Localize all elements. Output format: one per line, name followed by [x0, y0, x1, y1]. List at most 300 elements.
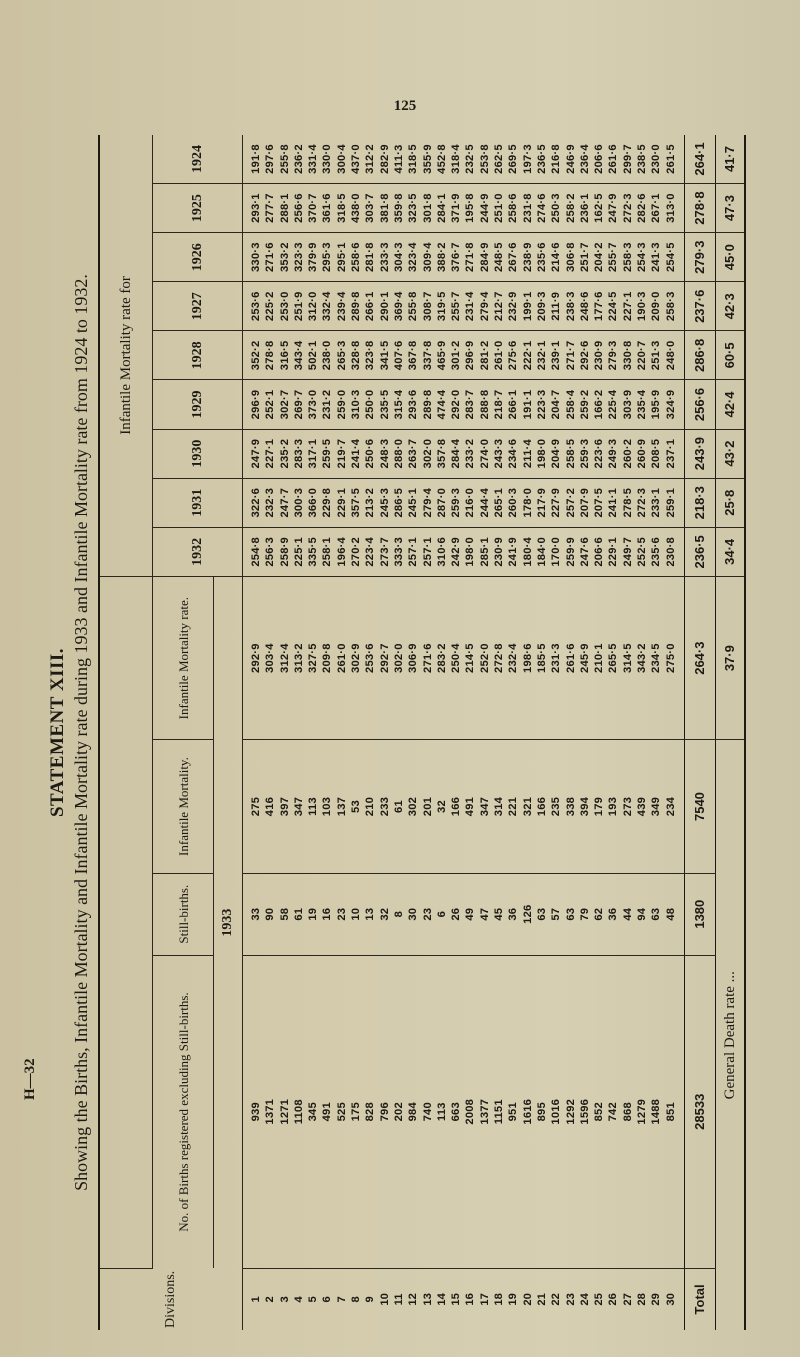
cell-r1927: 224·5: [607, 291, 620, 322]
cell-r1924: 355·9: [421, 144, 434, 174]
cell-rate: 234·5: [650, 643, 663, 673]
col-still-births: [243, 873, 685, 955]
col-rate-1927: [243, 282, 685, 331]
cell-rate: 250·4: [450, 643, 463, 673]
cell-r1924: 297·6: [264, 144, 277, 174]
cell-r1927: 255·7: [450, 291, 463, 322]
cell-still: 26: [450, 907, 463, 921]
cell-r1927: 248·6: [578, 291, 591, 322]
cell-r1929: 324·9: [664, 389, 677, 420]
cell-still: 8: [392, 910, 405, 918]
cell-r1931: 245·3: [378, 487, 391, 518]
cell-r1929: 289·8: [421, 389, 434, 420]
cell-r1925: 313·0: [664, 193, 677, 223]
cell-division: 22: [550, 1293, 563, 1306]
cell-r1926: 258·3: [621, 242, 634, 272]
cell-division: 1: [250, 1296, 262, 1303]
cell-r1927: 239·4: [335, 291, 348, 322]
cell-r1931: 217·9: [535, 487, 548, 518]
cell-still: 13: [364, 907, 377, 921]
cell-r1931: 213·2: [364, 487, 377, 518]
header-year-1931: 1931: [153, 478, 243, 527]
cell-r1925: 195·8: [464, 193, 477, 223]
cell-r1927: 209·0: [650, 291, 663, 322]
cell-im: 235: [550, 796, 563, 817]
cell-births: 1371: [264, 1098, 277, 1125]
cell-r1924: 318·5: [407, 144, 420, 174]
cell-division: 17: [478, 1293, 491, 1306]
cell-r1925: 284·1: [435, 193, 448, 223]
cell-r1926: 251·7: [578, 242, 591, 272]
cell-r1927: 232·9: [507, 291, 520, 322]
cell-division: 23: [564, 1293, 577, 1306]
cell-r1926: 255·7: [607, 242, 620, 272]
cell-r1926: 353·2: [278, 242, 291, 272]
statement-title: STATEMENT XIII.: [47, 647, 68, 818]
cell-r1929: 373·0: [307, 389, 320, 420]
cell-r1926: 241·3: [650, 242, 663, 272]
cell-division: 20: [521, 1293, 534, 1306]
cell-division: 21: [535, 1293, 548, 1306]
header-births: No. of Births registered excluding Still-births.: [153, 955, 214, 1268]
cell-im: 439: [636, 796, 649, 817]
cell-r1925: 236·1: [578, 193, 591, 223]
cell-births: 1279: [636, 1098, 649, 1125]
cell-still: 23: [421, 907, 434, 921]
cell-r1930: 219·7: [335, 438, 348, 469]
col-rate-1929: [243, 380, 685, 429]
header-year-1924: 1924: [153, 135, 243, 184]
cell-r1924: 411·3: [392, 144, 405, 174]
cell-r1925: 293·1: [250, 193, 262, 223]
cell-im: 61: [392, 800, 405, 813]
header-infantile-mortality: Infantile Mortality.: [153, 740, 214, 873]
cell-division: 5: [307, 1296, 320, 1303]
gdr-1927: 42·3: [715, 282, 745, 331]
cell-r1930: 274·0: [478, 438, 491, 469]
cell-r1926: 281·8: [364, 242, 377, 272]
cell-r1931: 241·1: [607, 487, 620, 518]
cell-r1927: 231·4: [464, 291, 477, 322]
cell-rate: 292·7: [378, 643, 391, 673]
total-rate-1924: 264·1: [684, 135, 715, 184]
cell-r1927: 253·6: [250, 291, 262, 322]
cell-r1932: 333·3: [392, 537, 405, 567]
col-rate-1933: [243, 576, 685, 740]
cell-r1927: 258·3: [664, 291, 677, 322]
cell-rate: 306·9: [407, 643, 420, 673]
cell-r1925: 277·7: [264, 193, 277, 223]
cell-r1926: 304·3: [392, 242, 405, 272]
total-rate-1928: 286·8: [684, 331, 715, 380]
col-births: [243, 955, 685, 1268]
cell-births: 851: [664, 1102, 677, 1122]
cell-r1924: 216·8: [550, 144, 563, 174]
cell-r1930: 235·2: [278, 438, 291, 469]
header-group-1933: [99, 576, 153, 1268]
cell-r1928: 251·3: [650, 340, 663, 371]
cell-rate: 271·6: [421, 643, 434, 673]
cell-rate: 327·5: [307, 643, 320, 673]
cell-still: 16: [321, 907, 334, 921]
cell-im: 347: [292, 796, 305, 817]
header-year-1926: 1926: [153, 233, 243, 282]
cell-r1928: 352·2: [250, 340, 262, 371]
header-year-1927: 1927: [153, 282, 243, 331]
gdr-1928: 60·5: [715, 331, 745, 380]
cell-im: 193: [607, 796, 620, 817]
col-rate-1925: [243, 184, 685, 233]
cell-r1930: 234·6: [507, 438, 520, 469]
cell-r1927: 289·8: [350, 291, 363, 322]
cell-division: 16: [464, 1293, 477, 1306]
cell-r1928: 301·2: [450, 340, 463, 371]
cell-r1932: 230·8: [664, 537, 677, 567]
cell-still: 32: [378, 907, 391, 921]
cell-r1929: 303·9: [621, 389, 634, 420]
col-rate-1924: [243, 135, 685, 184]
cell-division: 10: [378, 1293, 391, 1306]
cell-r1924: 236·4: [578, 144, 591, 174]
cell-births: 951: [507, 1102, 520, 1122]
cell-r1929: 223·3: [535, 389, 548, 420]
cell-r1925: 274·6: [535, 193, 548, 223]
cell-r1926: 330·3: [250, 242, 262, 272]
cell-births: 1016: [550, 1098, 563, 1125]
cell-still: 48: [664, 907, 677, 921]
cell-division: 13: [421, 1293, 434, 1306]
cell-division: 15: [450, 1293, 463, 1306]
header-year-1932: 1932: [153, 527, 243, 576]
cell-im: 321: [521, 796, 534, 817]
cell-r1927: 308·7: [421, 291, 434, 322]
rotated-statement-sheet: [45, 135, 738, 1330]
cell-im: 53: [350, 800, 363, 813]
totals-row: [684, 135, 715, 1330]
cell-im: 201: [421, 796, 434, 817]
cell-births: 202: [392, 1102, 405, 1122]
cell-r1924: 255·8: [278, 144, 291, 174]
cell-r1930: 317·1: [307, 438, 320, 469]
cell-still: 44: [621, 907, 634, 921]
cell-r1930: 259·5: [321, 438, 334, 469]
cell-r1928: 220·7: [636, 340, 649, 371]
cell-division: 7: [335, 1296, 348, 1303]
cell-division: 25: [593, 1293, 606, 1306]
total-infantile-mortality: 7540: [684, 740, 715, 873]
cell-r1925: 438·0: [350, 193, 363, 223]
cell-births: 796: [378, 1102, 391, 1122]
cell-r1924: 232·5: [464, 144, 477, 174]
cell-r1930: 233·2: [464, 438, 477, 469]
cell-r1929: 296·9: [250, 389, 262, 420]
cell-division: 6: [321, 1296, 334, 1303]
total-rate-1931: 218·3: [684, 478, 715, 527]
cell-r1924: 253·8: [478, 144, 491, 174]
cell-im: 273: [621, 796, 634, 817]
cell-still: 63: [535, 907, 548, 921]
cell-r1927: 190·3: [636, 291, 649, 322]
cell-r1932: 258·1: [321, 537, 334, 567]
cell-r1926: 204·2: [593, 242, 606, 272]
cell-r1928: 248·0: [664, 340, 677, 371]
header-divisions: Divisions.: [163, 1270, 178, 1328]
cell-r1932: 258·9: [278, 537, 291, 567]
cell-r1925: 282·6: [636, 193, 649, 223]
cell-r1925: 359·8: [392, 193, 405, 223]
total-rate-1933: 264·3: [684, 576, 715, 740]
cell-r1927: 238·3: [564, 291, 577, 322]
cell-r1927: 369·4: [392, 291, 405, 322]
statement-subtitle: Showing the Births, Infantile Mortality and Infantile Mortality rate during 1933 and Infantile Mortality rate from 1924 to 1932.: [71, 274, 91, 1191]
cell-births: 852: [593, 1102, 606, 1122]
cell-births: 1292: [564, 1098, 577, 1125]
cell-r1929: 310·3: [350, 389, 363, 420]
cell-r1929: 259·0: [335, 389, 348, 420]
cell-r1926: 323·4: [407, 242, 420, 272]
cell-r1931: 247·7: [278, 487, 291, 518]
cell-im: 233: [378, 796, 391, 817]
cell-r1924: 236·2: [292, 144, 305, 174]
cell-r1925: 258·2: [564, 193, 577, 223]
cell-im: 314: [493, 796, 506, 817]
cell-rate: 302·0: [392, 643, 405, 673]
cell-r1930: 211·4: [521, 439, 534, 469]
cell-im: 137: [335, 796, 348, 817]
cell-r1932: 270·2: [350, 537, 363, 567]
cell-r1924: 299·7: [621, 144, 634, 174]
header-year-1928: 1928: [153, 331, 243, 380]
cell-births: 1488: [650, 1098, 663, 1125]
cell-r1927: 255·8: [407, 291, 420, 322]
cell-r1929: 258·4: [564, 389, 577, 420]
cell-r1932: 196·4: [335, 537, 348, 567]
cell-r1928: 265·3: [335, 340, 348, 371]
cell-births: 895: [535, 1102, 548, 1122]
gdr-1933: 37·9: [715, 576, 745, 740]
cell-r1932: 335·5: [307, 537, 320, 567]
cell-r1926: 295·3: [321, 242, 334, 272]
cell-r1927: 225·2: [264, 291, 277, 322]
cell-r1925: 361·6: [321, 193, 334, 223]
cell-r1930: 260·2: [621, 438, 634, 469]
cell-rate: 232·4: [507, 643, 520, 673]
cell-r1931: 207·5: [593, 487, 606, 518]
cell-im: 416: [264, 796, 277, 817]
cell-r1927: 290·1: [378, 291, 391, 322]
cell-still: 57: [550, 907, 563, 921]
cell-r1930: 208·5: [650, 438, 663, 469]
cell-r1930: 243·3: [493, 438, 506, 469]
cell-r1929: 218·7: [493, 389, 506, 420]
header-year-1925: 1925: [153, 184, 243, 233]
cell-r1930: 260·9: [636, 438, 649, 469]
cell-r1932: 198·0: [464, 537, 477, 567]
cell-r1928: 341·5: [378, 340, 391, 371]
cell-r1926: 214·6: [550, 242, 563, 272]
cell-rate: 313·2: [292, 643, 305, 673]
cell-im: 347: [478, 796, 491, 817]
gdr-1925: 47·3: [715, 184, 745, 233]
cell-r1928: 330·8: [621, 340, 634, 371]
cell-r1932: 230·9: [493, 537, 506, 567]
cell-r1924: 318·4: [450, 144, 463, 174]
cell-r1924: 191·8: [250, 144, 262, 174]
cell-im: 179: [593, 796, 606, 817]
cell-births: 175: [350, 1102, 363, 1122]
cell-r1929: 225·4: [607, 389, 620, 420]
header-year-1930: 1930: [153, 429, 243, 478]
cell-still: 19: [307, 907, 320, 921]
cell-r1929: 204·7: [550, 389, 563, 420]
cell-r1929: 266·1: [507, 389, 520, 420]
cell-r1929: 191·1: [521, 389, 534, 420]
cell-r1932: 184·0: [535, 537, 548, 567]
cell-r1932: 206·6: [593, 537, 606, 567]
cell-r1928: 328·8: [350, 340, 363, 371]
cell-births: 984: [407, 1102, 420, 1122]
cell-r1932: 170·0: [550, 537, 563, 567]
cell-r1931: 257·2: [564, 487, 577, 518]
cell-r1930: 223·6: [593, 438, 606, 469]
cell-r1931: 278·5: [621, 487, 634, 518]
cell-r1926: 254·3: [636, 242, 649, 272]
cell-still: 36: [607, 907, 620, 921]
cell-births: 113: [435, 1102, 448, 1122]
totals-label: Total: [684, 1268, 715, 1330]
cell-r1928: 292·6: [578, 340, 591, 371]
cell-r1924: 197·3: [521, 144, 534, 174]
cell-r1925: 162·5: [593, 193, 606, 223]
cell-still: 63: [650, 907, 663, 921]
cell-im: 103: [321, 796, 334, 817]
cell-r1924: 269·5: [507, 144, 520, 174]
cell-r1928: 275·6: [507, 340, 520, 371]
cell-births: 828: [364, 1102, 377, 1122]
cell-r1925: 318·5: [335, 193, 348, 223]
cell-rate: 245·9: [578, 643, 591, 673]
cell-births: 1596: [578, 1098, 591, 1125]
cell-division: 19: [507, 1293, 520, 1306]
cell-still: 30: [407, 907, 420, 921]
cell-births: 1616: [521, 1098, 534, 1125]
col-rate-1928: [243, 331, 685, 380]
cell-r1927: 253·0: [278, 291, 291, 322]
header-year-1929: 1929: [153, 380, 243, 429]
cell-r1929: 315·4: [392, 389, 405, 420]
cell-rate: 312·4: [278, 643, 291, 673]
header-group-history: Infantile Mortality rate for: [99, 135, 153, 576]
cell-r1927: 209·3: [535, 291, 548, 322]
cell-im: 221: [507, 796, 520, 817]
gdr-1931: 25·8: [715, 478, 745, 527]
cell-im: 338: [564, 796, 577, 817]
cell-r1929: 293·6: [407, 389, 420, 420]
cell-births: 663: [450, 1102, 463, 1122]
total-rate-1925: 278·8: [684, 184, 715, 233]
cell-r1927: 319·5: [435, 291, 448, 322]
statement-heading: [47, 135, 92, 1330]
cell-rate: 210·1: [593, 643, 606, 673]
gdr-1930: 43·2: [715, 429, 745, 478]
cell-r1925: 244·9: [478, 193, 491, 223]
cell-im: 234: [664, 796, 677, 817]
cell-r1927: 251·9: [292, 291, 305, 322]
col-division: [243, 1268, 685, 1330]
cell-division: 2: [264, 1296, 277, 1303]
cell-r1924: 230·0: [650, 144, 663, 174]
cell-r1925: 267·1: [650, 193, 663, 223]
total-births: 28533: [684, 955, 715, 1268]
cell-r1930: 247·9: [250, 438, 262, 469]
cell-r1928: 337·8: [421, 340, 434, 371]
header-year-1933: 1933: [220, 908, 235, 937]
cell-r1929: 283·7: [464, 389, 477, 420]
cell-births: 868: [621, 1102, 634, 1122]
cell-r1932: 254·8: [250, 537, 262, 567]
cell-r1925: 251·0: [493, 193, 506, 223]
cell-r1928: 261·0: [493, 340, 506, 371]
cell-r1927: 212·7: [493, 291, 506, 322]
cell-r1925: 247·9: [607, 193, 620, 223]
cell-division: 24: [578, 1293, 591, 1306]
cell-r1932: 235·6: [650, 537, 663, 567]
cell-r1929: 259·2: [578, 389, 591, 420]
cell-r1932: 242·9: [450, 537, 463, 567]
cell-r1927: 279·4: [478, 291, 491, 322]
cell-r1929: 302·7: [278, 389, 291, 420]
cell-r1931: 245·1: [407, 487, 420, 518]
cell-r1926: 254·5: [664, 242, 677, 272]
cell-births: 2008: [464, 1098, 477, 1125]
cell-r1926: 295·1: [335, 242, 348, 272]
cell-births: 1271: [278, 1098, 291, 1125]
cell-im: 397: [278, 796, 291, 817]
gdr-1932: 34·4: [715, 527, 745, 576]
cell-births: 740: [421, 1102, 434, 1122]
cell-still: 6: [435, 910, 448, 918]
cell-still: 90: [264, 907, 277, 921]
cell-r1932: 229·1: [607, 537, 620, 567]
cell-r1927: 312·0: [307, 291, 320, 322]
cell-r1931: 259·1: [664, 487, 677, 518]
cell-births: 742: [607, 1102, 620, 1122]
cell-r1927: 199·1: [521, 291, 534, 322]
total-rate-1926: 279·3: [684, 233, 715, 282]
cell-r1925: 323·5: [407, 193, 420, 223]
cell-r1930: 357·8: [435, 438, 448, 469]
cell-r1930: 263·7: [407, 438, 420, 469]
cell-rate: 261·6: [564, 643, 577, 673]
cell-r1926: 323·3: [292, 242, 305, 272]
cell-r1930: 227·1: [264, 438, 277, 469]
cell-r1924: 312·2: [364, 144, 377, 174]
cell-rate: 302·9: [350, 643, 363, 673]
cell-r1929: 235·5: [378, 389, 391, 420]
col-rate-1932: [243, 527, 685, 576]
cell-r1926: 271·8: [464, 242, 477, 272]
cell-r1925: 303·7: [364, 193, 377, 223]
cell-r1929: 231·2: [321, 389, 334, 420]
cell-r1925: 381·8: [378, 193, 391, 223]
cell-r1926: 267·6: [507, 242, 520, 272]
cell-r1927: 332·4: [321, 291, 334, 322]
cell-im: 166: [535, 796, 548, 817]
cell-r1924: 262·5: [493, 144, 506, 174]
cell-r1931: 287·0: [435, 487, 448, 518]
cell-rate: 209·8: [321, 643, 334, 673]
infant-mortality-table: [98, 135, 746, 1330]
